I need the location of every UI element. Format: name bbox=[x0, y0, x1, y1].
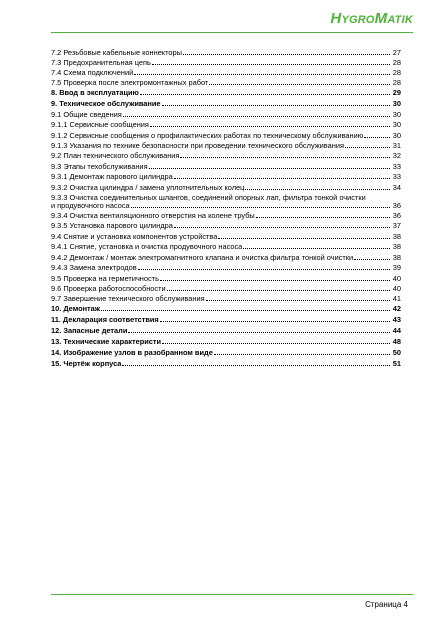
toc-entry-page: 28 bbox=[392, 69, 401, 77]
toc-entry-page: 28 bbox=[392, 79, 401, 87]
toc-entry-title: 9.4.2 Демонтаж / монтаж электромагнитного клапана и очистка фильтра тонкой очистки bbox=[51, 254, 354, 262]
toc-entry-page: 43 bbox=[392, 316, 401, 324]
toc-entry[interactable] bbox=[51, 254, 401, 262]
toc-leader-dots bbox=[134, 73, 390, 75]
footer-rule bbox=[51, 594, 413, 595]
toc-entry[interactable] bbox=[51, 100, 401, 108]
header-rule bbox=[51, 32, 413, 33]
toc-leader-dots bbox=[214, 353, 390, 355]
toc-entry-page: 51 bbox=[392, 360, 401, 368]
toc-leader-dots bbox=[243, 247, 389, 249]
toc-entry-wrapped-line2[interactable] bbox=[51, 202, 401, 210]
toc-entry-title: 15. Чертёж корпуса bbox=[51, 360, 122, 368]
toc-entry-title: 7.5 Проверка после электромонтажных работ bbox=[51, 79, 209, 87]
toc-entry-title: 9.7 Завершение технического обслуживания bbox=[51, 295, 205, 303]
toc-entry[interactable] bbox=[51, 316, 401, 324]
toc-entry-title: 9.1.1 Сервисные сообщения bbox=[51, 121, 149, 129]
toc-entry-page: 39 bbox=[392, 264, 401, 272]
toc-entry[interactable] bbox=[51, 173, 401, 181]
toc-entry-title: 9.1.2 Сервисные сообщения о профилактических работах по техническому обслуживанию bbox=[51, 132, 364, 140]
toc-entry-title: 11. Декларация соответствия bbox=[51, 316, 159, 324]
toc-entry-title: 9.3.1 Демонтаж парового цилиндра bbox=[51, 173, 173, 181]
toc-entry-title: 10. Демонтаж bbox=[51, 305, 101, 313]
toc-entry-title: 9.6 Проверка работоспособности bbox=[51, 285, 166, 293]
toc-entry[interactable] bbox=[51, 233, 401, 241]
toc-leader-dots bbox=[138, 268, 390, 270]
toc-entry-title: 9.3 Этапы техобслуживания bbox=[51, 163, 148, 171]
toc-entry-title: 9.4 Снятие и установка компонентов устройства bbox=[51, 233, 218, 241]
toc-leader-dots bbox=[122, 364, 389, 366]
toc-leader-dots bbox=[174, 226, 390, 228]
toc-entry[interactable] bbox=[51, 121, 401, 129]
toc-entry-page: 28 bbox=[392, 59, 401, 67]
toc-entry-title: 9.2 План технического обслуживания bbox=[51, 152, 180, 160]
toc-leader-dots bbox=[218, 237, 389, 239]
toc-entry-page: 30 bbox=[392, 111, 401, 119]
toc-entry-page: 33 bbox=[392, 173, 401, 181]
toc-entry[interactable] bbox=[51, 295, 401, 303]
toc-entry-page: 38 bbox=[392, 243, 401, 251]
page-number: Страница 4 bbox=[365, 600, 408, 609]
toc-leader-dots bbox=[174, 177, 390, 179]
toc-leader-dots bbox=[140, 93, 390, 95]
toc-entry-title: 7.2 Резьбовые кабельные коннекторы bbox=[51, 49, 182, 57]
toc-entry-title: 7.3 Предохранительная цепь bbox=[51, 59, 151, 67]
toc-entry[interactable] bbox=[51, 327, 401, 335]
toc-entry[interactable] bbox=[51, 152, 401, 160]
toc-entry-title: 9.3.4 Очистка вентиляционного отверстия на колене трубы bbox=[51, 212, 255, 220]
toc-leader-dots bbox=[149, 167, 390, 169]
toc-entry[interactable] bbox=[51, 338, 401, 346]
toc-leader-dots bbox=[183, 53, 390, 55]
toc-entry-page: 42 bbox=[392, 305, 401, 313]
toc-entry[interactable] bbox=[51, 59, 401, 67]
toc-leader-dots bbox=[206, 299, 390, 301]
toc-entry-title: 9.5 Проверка на герметичность bbox=[51, 275, 159, 283]
toc-entry-title: 9.1 Общие сведения bbox=[51, 111, 122, 119]
toc-entry[interactable] bbox=[51, 184, 401, 192]
toc-leader-dots bbox=[123, 115, 390, 117]
toc-entry-page: 41 bbox=[392, 295, 401, 303]
toc-entry[interactable] bbox=[51, 285, 401, 293]
toc-leader-dots bbox=[150, 125, 390, 127]
toc-entry-title: 9. Техническое обслуживание bbox=[51, 100, 161, 108]
toc-entry-page: 31 bbox=[392, 142, 401, 150]
toc-entry-title: 9.4.1 Снятие, установка и очистка продувочного насоса bbox=[51, 243, 243, 251]
toc-entry-page: 40 bbox=[392, 275, 401, 283]
toc-entry-page: 50 bbox=[392, 349, 401, 357]
toc-leader-dots bbox=[160, 279, 390, 281]
toc-entry[interactable] bbox=[51, 212, 401, 220]
toc-entry-title: 9.1.3 Указания по технике безопасности при проведении технического обслуживания bbox=[51, 142, 344, 150]
toc-leader-dots bbox=[364, 136, 389, 138]
toc-leader-dots bbox=[101, 309, 390, 311]
toc-leader-dots bbox=[354, 258, 390, 260]
toc-entry-title: 9.3.2 Очистка цилиндра / замена уплотнительных колец bbox=[51, 184, 245, 192]
table-of-contents bbox=[51, 49, 401, 368]
toc-leader-dots bbox=[128, 331, 389, 333]
toc-entry[interactable] bbox=[51, 69, 401, 77]
toc-leader-dots bbox=[180, 156, 389, 158]
toc-entry-title: 9.3.5 Установка парового цилиндра bbox=[51, 222, 173, 230]
toc-entry[interactable] bbox=[51, 360, 401, 368]
toc-entry[interactable] bbox=[51, 243, 401, 251]
toc-entry[interactable] bbox=[51, 142, 401, 150]
toc-entry[interactable] bbox=[51, 349, 401, 357]
toc-entry-title: 14. Изображение узлов в разобранном виде bbox=[51, 349, 213, 357]
toc-leader-dots bbox=[245, 188, 389, 190]
toc-entry-page: 36 bbox=[392, 212, 401, 220]
toc-entry-page: 38 bbox=[392, 233, 401, 241]
toc-leader-dots bbox=[152, 63, 390, 65]
toc-entry-wrapped-line1[interactable]: 9.3.3 Очистка соединительных шлангов, соединений опорных лап, фильтра тонкой очистки bbox=[51, 193, 366, 202]
hygromatik-logo: HYGROMATIK bbox=[330, 10, 413, 27]
toc-entry-page: 30 bbox=[392, 100, 401, 108]
toc-entry-title: 8. Ввод в эксплуатацию bbox=[51, 89, 139, 97]
toc-entry-page: 33 bbox=[392, 163, 401, 171]
toc-entry-title: 13. Технические характеристи bbox=[51, 338, 162, 346]
toc-entry[interactable] bbox=[51, 79, 401, 87]
toc-entry-page: 40 bbox=[392, 285, 401, 293]
toc-entry-page: 30 bbox=[392, 132, 401, 140]
toc-entry[interactable] bbox=[51, 111, 401, 119]
toc-entry-page: 44 bbox=[392, 327, 401, 335]
toc-leader-dots bbox=[162, 104, 390, 106]
toc-entry-title: и продувочного насоса bbox=[51, 202, 130, 210]
toc-entry-page: 34 bbox=[392, 184, 401, 192]
toc-entry-page: 30 bbox=[392, 121, 401, 129]
toc-entry[interactable] bbox=[51, 222, 401, 230]
toc-entry-page: 27 bbox=[392, 49, 401, 57]
toc-entry[interactable] bbox=[51, 163, 401, 171]
toc-leader-dots bbox=[162, 342, 390, 344]
toc-entry[interactable] bbox=[51, 275, 401, 283]
toc-leader-dots bbox=[160, 320, 390, 322]
toc-leader-dots bbox=[256, 216, 390, 218]
toc-entry-page: 37 bbox=[392, 222, 401, 230]
toc-entry[interactable] bbox=[51, 132, 401, 140]
toc-leader-dots bbox=[345, 146, 390, 148]
toc-entry-title: 9.4.3 Замена электродов bbox=[51, 264, 137, 272]
toc-entry[interactable] bbox=[51, 89, 401, 97]
toc-entry-page: 48 bbox=[392, 338, 401, 346]
toc-entry[interactable] bbox=[51, 264, 401, 272]
toc-entry[interactable] bbox=[51, 305, 401, 313]
toc-entry-page: 29 bbox=[392, 89, 401, 97]
toc-leader-dots bbox=[209, 83, 389, 85]
toc-entry-page: 38 bbox=[392, 254, 401, 262]
toc-leader-dots bbox=[131, 206, 390, 208]
toc-entry-title: 7.4 Схема подключений bbox=[51, 69, 134, 77]
toc-entry[interactable] bbox=[51, 49, 401, 57]
toc-entry-page: 32 bbox=[392, 152, 401, 160]
toc-entry-title: 12. Запасные детали bbox=[51, 327, 128, 335]
toc-leader-dots bbox=[167, 289, 390, 291]
toc-entry-page: 36 bbox=[392, 202, 401, 210]
